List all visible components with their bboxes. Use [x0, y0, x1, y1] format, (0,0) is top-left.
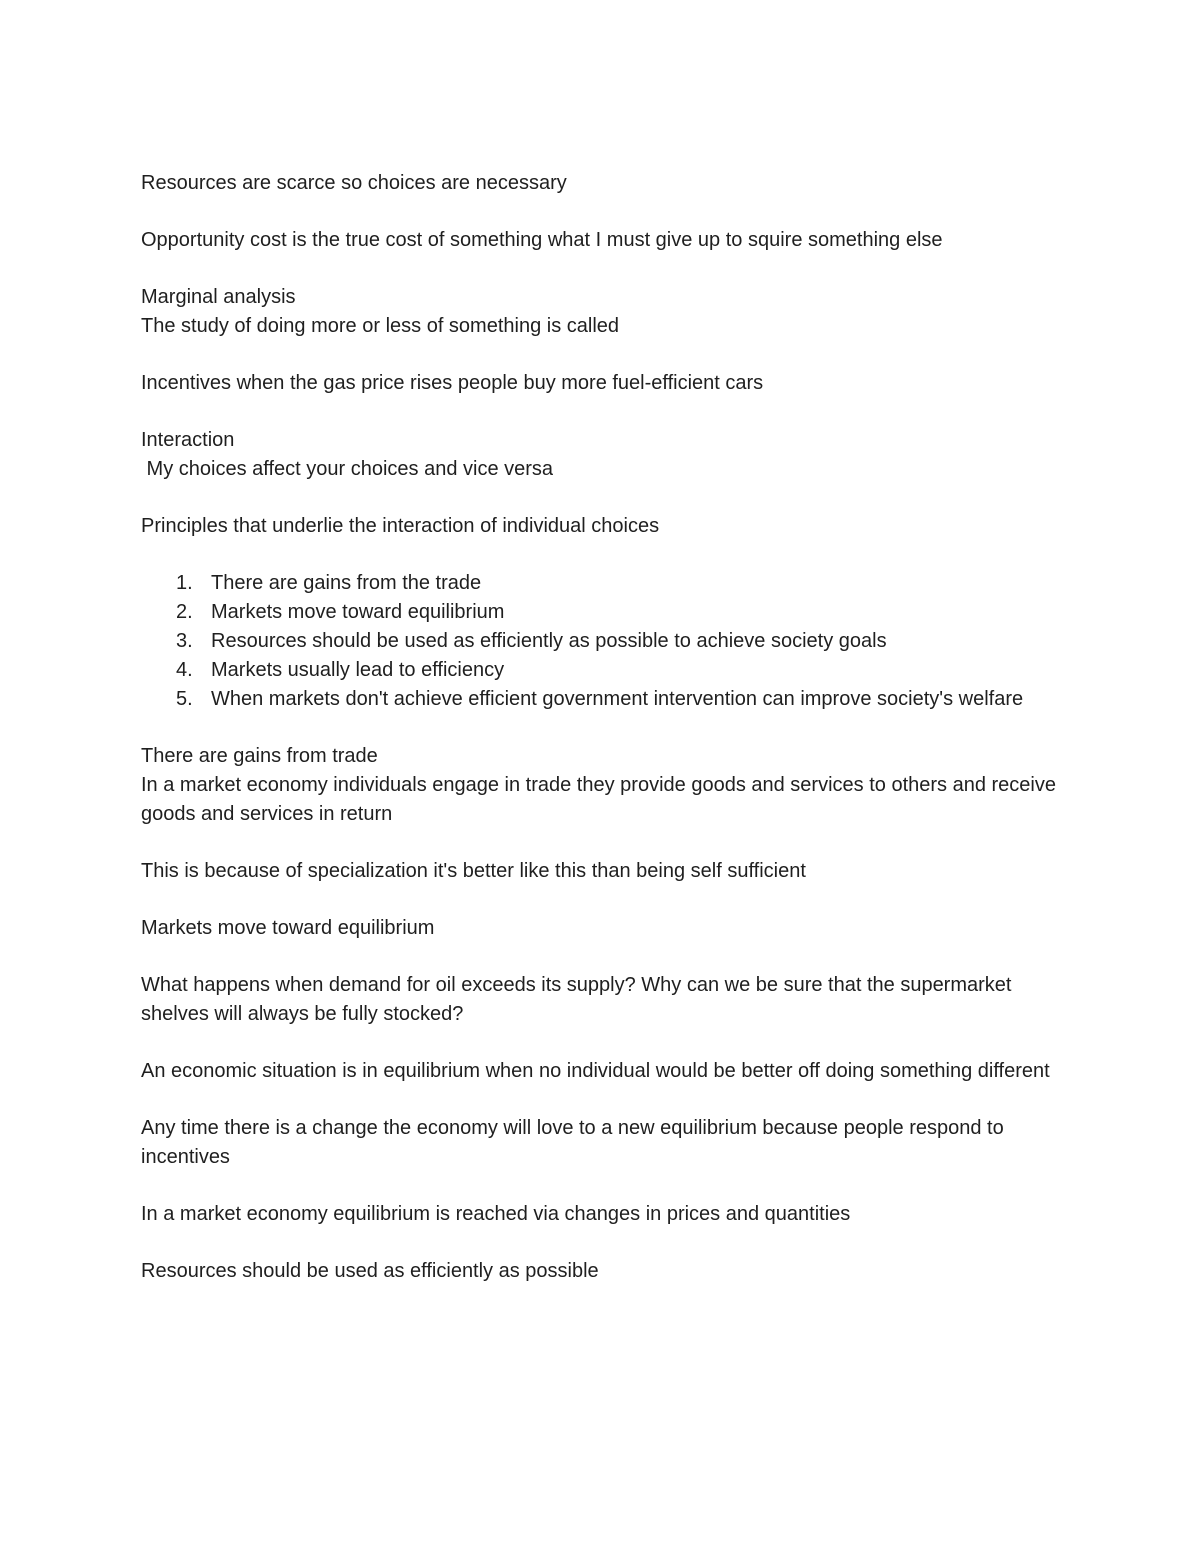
paragraph-new-equilibrium: Any time there is a change the economy will love to a new equilibrium because people respond to incentives	[141, 1117, 1004, 1168]
list-item	[141, 656, 1061, 685]
list-item-text: Markets usually lead to efficiency	[211, 659, 505, 681]
paragraph-principles-intro: Principles that underlie the interaction of individual choices	[141, 515, 660, 537]
paragraph-equilibrium-definition: An economic situation is in equilibrium when no individual would be better off doing something different	[141, 1060, 1050, 1082]
spacer	[141, 1172, 1061, 1200]
principles-list	[141, 569, 1061, 714]
list-number: 2.	[176, 601, 193, 623]
paragraph-marginal-analysis-heading: Marginal analysis	[141, 286, 296, 308]
list-item-text: There are gains from the trade	[211, 572, 482, 594]
list-item	[141, 627, 1061, 656]
paragraph-opportunity-cost: Opportunity cost is the true cost of something what I must give up to squire something else	[141, 229, 943, 251]
spacer	[141, 1229, 1061, 1257]
list-item-text: Resources should be used as efficiently as possible to achieve society goals	[211, 630, 887, 652]
paragraph-prices-quantities: In a market economy equilibrium is reached via changes in prices and quantities	[141, 1203, 851, 1225]
paragraph-oil-question: What happens when demand for oil exceeds its supply? Why can we be sure that the supermarket shelves will always be fully stocked?	[141, 974, 1012, 1025]
spacer	[141, 198, 1061, 226]
document-page	[141, 169, 1061, 1286]
paragraph-gains-body: In a market economy individuals engage in trade they provide goods and services to others and receive goods and services in return	[141, 774, 1056, 825]
paragraph-efficiency: Resources should be used as efficiently as possible	[141, 1260, 599, 1282]
spacer	[141, 398, 1061, 426]
spacer	[141, 1086, 1061, 1114]
list-number: 4.	[176, 659, 193, 681]
list-item	[141, 569, 1061, 598]
list-item-text: Markets move toward equilibrium	[211, 601, 505, 623]
spacer	[141, 829, 1061, 857]
spacer	[141, 886, 1061, 914]
spacer	[141, 484, 1061, 512]
spacer	[141, 541, 1061, 569]
list-number: 3.	[176, 630, 193, 652]
paragraph-interaction-body: My choices affect your choices and vice versa	[141, 458, 554, 480]
list-item	[141, 598, 1061, 627]
list-number: 5.	[176, 688, 193, 710]
list-item-text: When markets don't achieve efficient government intervention can improve society's welfare	[211, 688, 1024, 710]
list-number: 1.	[176, 572, 193, 594]
spacer	[141, 714, 1061, 742]
spacer	[141, 341, 1061, 369]
spacer	[141, 255, 1061, 283]
paragraph-equilibrium-heading: Markets move toward equilibrium	[141, 917, 435, 939]
spacer	[141, 1029, 1061, 1057]
list-item	[141, 685, 1061, 714]
paragraph-interaction-heading: Interaction	[141, 429, 235, 451]
paragraph-gains-heading: There are gains from trade	[141, 745, 378, 767]
paragraph-specialization: This is because of specialization it's better like this than being self sufficient	[141, 860, 806, 882]
spacer	[141, 943, 1061, 971]
paragraph-incentives: Incentives when the gas price rises people buy more fuel-efficient cars	[141, 372, 764, 394]
paragraph-marginal-analysis-body: The study of doing more or less of something is called	[141, 315, 620, 337]
paragraph-scarcity: Resources are scarce so choices are necessary	[141, 172, 567, 194]
